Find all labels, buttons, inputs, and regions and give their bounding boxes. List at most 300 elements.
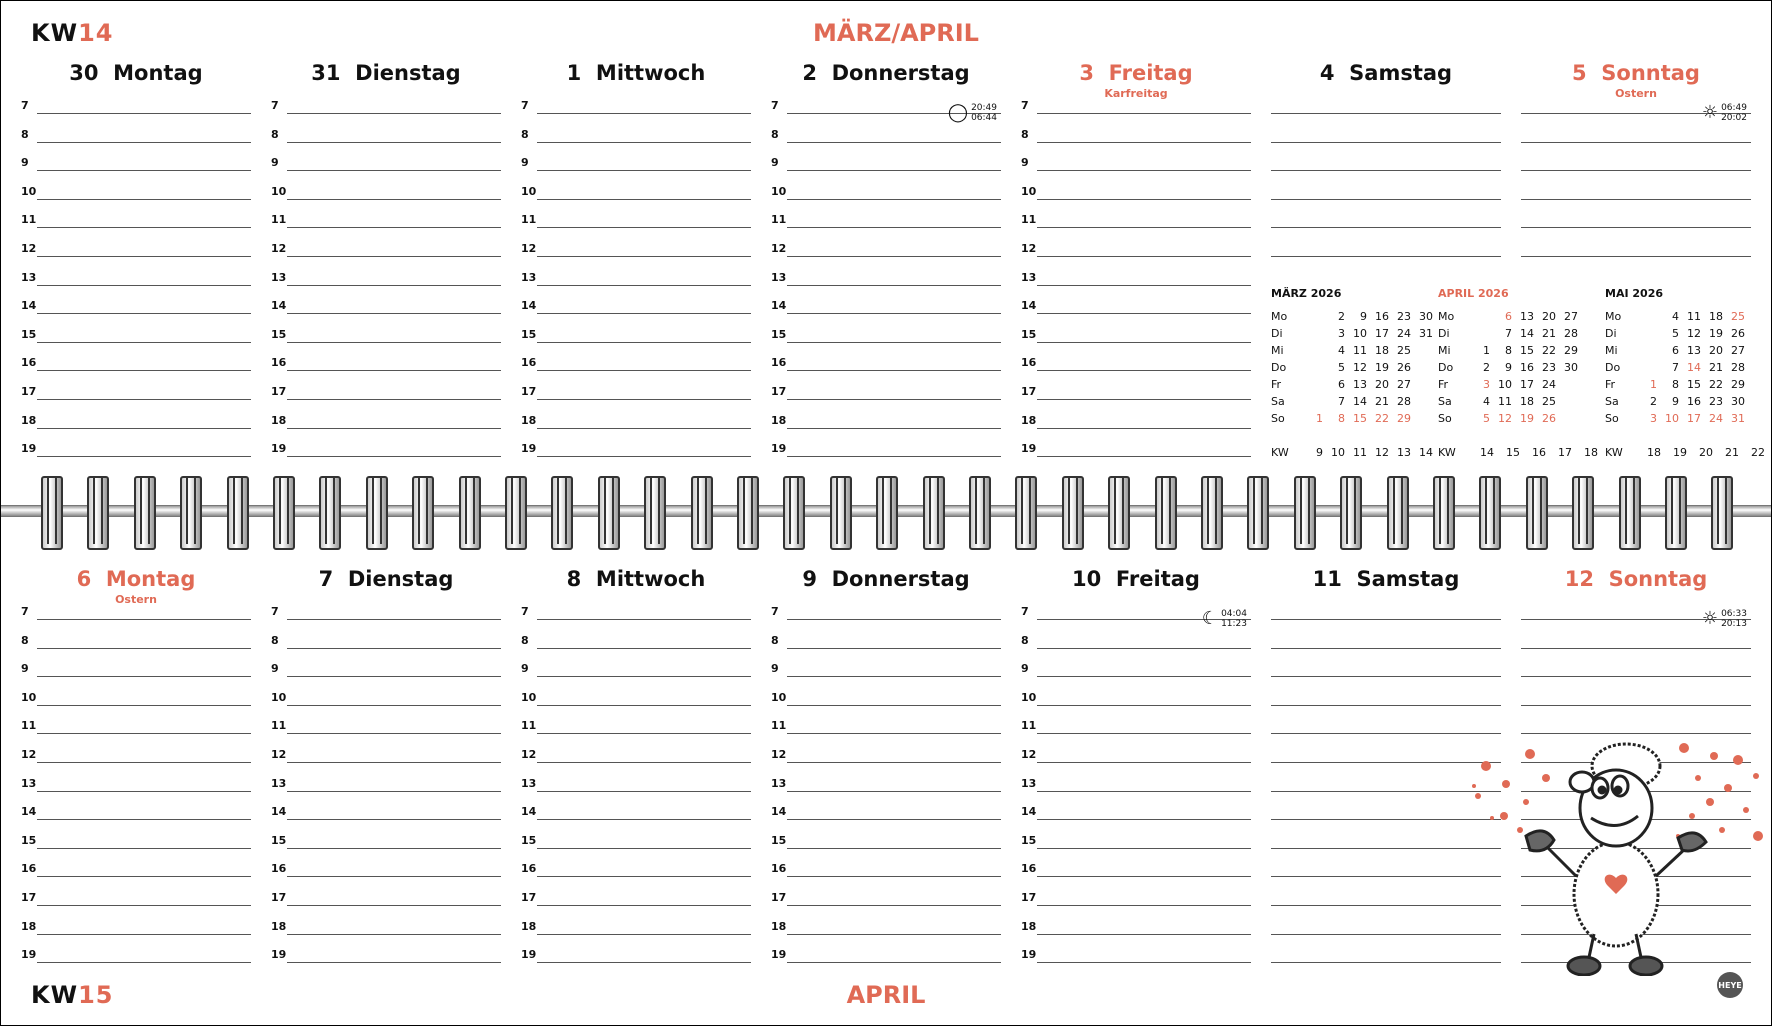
hour-line[interactable]: [1021, 883, 1251, 911]
hour-line[interactable]: [1271, 177, 1501, 205]
hour-line[interactable]: [521, 263, 751, 291]
hour-line[interactable]: [271, 797, 501, 825]
hour-label: 17: [271, 385, 287, 398]
hour-line[interactable]: [271, 769, 501, 797]
hour-label: 17: [771, 385, 787, 398]
hour-line[interactable]: [1521, 120, 1751, 148]
hour-line[interactable]: [521, 148, 751, 176]
binding-ring: [134, 476, 156, 550]
mini-calendar-day: [1301, 359, 1323, 376]
hour-line[interactable]: [771, 912, 1001, 940]
hour-line[interactable]: [21, 348, 251, 376]
writing-line: [287, 170, 501, 171]
sun-times: [1702, 103, 1747, 123]
writing-line: [37, 962, 251, 963]
hour-line[interactable]: [1021, 120, 1251, 148]
writing-line: [1271, 705, 1501, 706]
hour-line[interactable]: [21, 120, 251, 148]
hour-line[interactable]: [21, 883, 251, 911]
hour-label: 12: [771, 748, 787, 761]
hour-line[interactable]: [271, 377, 501, 405]
hour-label: 9: [1021, 156, 1029, 170]
writing-line: [287, 370, 501, 371]
hour-line[interactable]: [1021, 320, 1251, 348]
mini-calendar-day: 9: [1505, 361, 1512, 374]
hour-line[interactable]: [521, 177, 751, 205]
hour-label: 9: [21, 156, 29, 170]
binding-ring: [1247, 476, 1269, 550]
hour-line[interactable]: [1521, 205, 1751, 233]
hour-label: 7: [271, 605, 279, 618]
writing-line: [787, 313, 1001, 314]
hour-line[interactable]: [1021, 148, 1251, 176]
hour-line[interactable]: [1021, 683, 1251, 711]
hour-line[interactable]: [521, 434, 751, 462]
mini-calendar-day: 1: [1316, 412, 1323, 425]
hour-label: 13: [771, 270, 787, 284]
writing-line: [1271, 142, 1501, 143]
hour-label: 19: [521, 948, 537, 962]
hour-line[interactable]: [271, 263, 501, 291]
binding-ring: [180, 476, 202, 550]
hour-line[interactable]: [521, 626, 751, 654]
hour-line[interactable]: [1021, 940, 1251, 968]
hour-line[interactable]: [771, 434, 1001, 462]
hour-line[interactable]: [521, 597, 751, 625]
hour-line[interactable]: [771, 854, 1001, 882]
writing-line: [1037, 762, 1251, 763]
day-date: 4: [1319, 61, 1335, 85]
hour-label: 9: [771, 662, 779, 676]
writing-line: [787, 456, 1001, 457]
mini-calendar: [1605, 287, 1745, 427]
hour-line[interactable]: [21, 177, 251, 205]
hour-line[interactable]: [521, 883, 751, 911]
hour-line[interactable]: [1021, 912, 1251, 940]
kw-number: 10: [1331, 446, 1345, 459]
writing-line: [1521, 199, 1751, 200]
hour-line[interactable]: [1521, 148, 1751, 176]
weekday-label: So: [1271, 412, 1285, 425]
hour-line[interactable]: [521, 205, 751, 233]
hour-line[interactable]: [1521, 626, 1751, 654]
hour-line[interactable]: [1271, 91, 1501, 119]
sun-times: [1702, 609, 1747, 629]
hour-label: 9: [271, 156, 279, 170]
hour-line[interactable]: [271, 177, 501, 205]
hour-line[interactable]: [521, 912, 751, 940]
hour-line[interactable]: [271, 854, 501, 882]
day-name: Freitag: [1115, 567, 1200, 591]
hour-line[interactable]: [21, 263, 251, 291]
writing-line: [787, 619, 1001, 620]
writing-line: [1271, 227, 1501, 228]
hour-label: 18: [1021, 919, 1037, 933]
mini-calendar-title: MAI 2026: [1605, 287, 1663, 300]
kw-number: 12: [1375, 446, 1389, 459]
hour-label: 17: [1021, 891, 1037, 904]
hour-line[interactable]: [21, 406, 251, 434]
weekday-label: Mi: [1271, 344, 1284, 357]
hour-line[interactable]: [771, 177, 1001, 205]
hour-line[interactable]: [771, 797, 1001, 825]
hour-line[interactable]: [271, 406, 501, 434]
hour-line[interactable]: [21, 683, 251, 711]
hour-label: 9: [521, 662, 529, 676]
writing-line: [37, 905, 251, 906]
hour-line[interactable]: [771, 883, 1001, 911]
hour-line[interactable]: [21, 234, 251, 262]
writing-line: [537, 848, 751, 849]
writing-line: [287, 934, 501, 935]
hour-line[interactable]: [521, 348, 751, 376]
hour-label: 7: [21, 99, 29, 112]
writing-line: [287, 256, 501, 257]
hour-label: 8: [271, 127, 279, 141]
mini-calendar-day: [1556, 376, 1578, 393]
hour-line[interactable]: [21, 377, 251, 405]
hour-line[interactable]: [271, 148, 501, 176]
hour-line[interactable]: [771, 654, 1001, 682]
hour-line[interactable]: [21, 291, 251, 319]
hour-line[interactable]: [271, 320, 501, 348]
day-header: [271, 567, 501, 591]
writing-line: [37, 256, 251, 257]
hour-line[interactable]: [21, 654, 251, 682]
writing-line: [787, 905, 1001, 906]
binding-ring: [1387, 476, 1409, 550]
hour-line[interactable]: [271, 912, 501, 940]
hour-line[interactable]: [771, 234, 1001, 262]
writing-line: [787, 256, 1001, 257]
mini-calendar-day: 23: [1542, 361, 1556, 374]
hour-line[interactable]: [21, 91, 251, 119]
kw-number: 9: [1316, 446, 1323, 459]
mini-calendar-day: 18: [1375, 344, 1389, 357]
mini-calendar-day: 16: [1687, 395, 1701, 408]
writing-line: [37, 619, 251, 620]
mini-calendar-day: 22: [1375, 412, 1389, 425]
hour-line[interactable]: [271, 683, 501, 711]
hour-line[interactable]: [21, 205, 251, 233]
mini-calendar-day: 20: [1542, 310, 1556, 323]
hour-line[interactable]: [1271, 120, 1501, 148]
writing-line: [37, 313, 251, 314]
mini-calendar-day: [1301, 308, 1323, 325]
top-week-number: [31, 19, 113, 47]
hour-line[interactable]: [1521, 654, 1751, 682]
writing-line: [1271, 619, 1501, 620]
hour-line[interactable]: [21, 940, 251, 968]
bottom-month-title: APRIL: [846, 981, 926, 1009]
writing-line: [287, 676, 501, 677]
rise-time: 06:33: [1721, 609, 1747, 619]
hour-line[interactable]: [1271, 597, 1501, 625]
hour-line[interactable]: [271, 234, 501, 262]
hour-line[interactable]: [21, 740, 251, 768]
hour-line[interactable]: [771, 940, 1001, 968]
hour-line[interactable]: [521, 91, 751, 119]
day-name: Sonntag: [1608, 567, 1708, 591]
hour-label: 11: [21, 719, 37, 733]
hour-line[interactable]: [1271, 654, 1501, 682]
hour-line[interactable]: [521, 120, 751, 148]
writing-line: [287, 648, 501, 649]
mini-calendar-day: 7: [1338, 395, 1345, 408]
day-header: [521, 61, 751, 85]
hour-line[interactable]: [1021, 91, 1251, 119]
day-name: Samstag: [1356, 567, 1460, 591]
hour-line[interactable]: [271, 434, 501, 462]
mini-calendar-day: 11: [1353, 344, 1367, 357]
writing-line: [37, 227, 251, 228]
hour-line[interactable]: [271, 626, 501, 654]
hour-line[interactable]: [521, 406, 751, 434]
hour-line[interactable]: [771, 711, 1001, 739]
hour-label: 12: [521, 748, 537, 761]
hour-line[interactable]: [1021, 740, 1251, 768]
hour-line[interactable]: [271, 826, 501, 854]
hour-line[interactable]: [521, 291, 751, 319]
hour-line[interactable]: [1021, 626, 1251, 654]
writing-line: [37, 705, 251, 706]
hour-line[interactable]: [521, 740, 751, 768]
writing-line: [537, 962, 751, 963]
hour-label: 14: [771, 805, 787, 819]
writing-line: [287, 227, 501, 228]
hour-label: 18: [21, 919, 37, 933]
hour-line[interactable]: [21, 597, 251, 625]
writing-line: [1271, 676, 1501, 677]
hour-line[interactable]: [1021, 769, 1251, 797]
hour-line[interactable]: [521, 769, 751, 797]
writing-line: [287, 962, 501, 963]
writing-line: [787, 819, 1001, 820]
hour-line[interactable]: [771, 377, 1001, 405]
binding-ring: [598, 476, 620, 550]
hour-line[interactable]: [771, 769, 1001, 797]
hour-label: 18: [771, 919, 787, 933]
hour-line[interactable]: [21, 797, 251, 825]
binding-ring: [644, 476, 666, 550]
hour-line[interactable]: [521, 654, 751, 682]
mini-calendar-day: 11: [1498, 395, 1512, 408]
hour-line[interactable]: [1021, 177, 1251, 205]
hour-line[interactable]: [771, 740, 1001, 768]
set-time: 20:13: [1721, 619, 1747, 629]
mini-calendar-day: [1301, 342, 1323, 359]
hour-line[interactable]: [771, 205, 1001, 233]
writing-line: [37, 342, 251, 343]
kw-label: KW: [1438, 446, 1456, 459]
hour-line[interactable]: [771, 291, 1001, 319]
hour-line[interactable]: [1021, 263, 1251, 291]
hour-label: 12: [271, 242, 287, 255]
hour-line[interactable]: [521, 234, 751, 262]
writing-line: [787, 170, 1001, 171]
mini-calendar-day: 27: [1731, 344, 1745, 357]
hour-line[interactable]: [1521, 177, 1751, 205]
hour-line[interactable]: [21, 912, 251, 940]
hour-line[interactable]: [1021, 205, 1251, 233]
hour-line[interactable]: [21, 826, 251, 854]
hour-label: 19: [1021, 442, 1037, 456]
hour-line[interactable]: [771, 626, 1001, 654]
hour-line[interactable]: [521, 797, 751, 825]
mini-calendar-day: 13: [1353, 378, 1367, 391]
hour-line[interactable]: [271, 205, 501, 233]
hour-line[interactable]: [521, 683, 751, 711]
hour-line[interactable]: [271, 348, 501, 376]
day-date: 11: [1312, 567, 1342, 591]
hour-line[interactable]: [771, 148, 1001, 176]
writing-line: [1521, 705, 1751, 706]
hour-line[interactable]: [771, 683, 1001, 711]
hour-line[interactable]: [21, 434, 251, 462]
day-date: 31: [311, 61, 341, 85]
hour-line[interactable]: [271, 91, 501, 119]
mini-calendar-day: [1301, 393, 1323, 410]
day-name: Dienstag: [355, 61, 461, 85]
hour-line[interactable]: [521, 377, 751, 405]
hour-line[interactable]: [771, 348, 1001, 376]
hour-label: 10: [1021, 184, 1037, 198]
hour-line[interactable]: [1021, 711, 1251, 739]
mini-calendar-day: 28: [1397, 395, 1411, 408]
hour-line[interactable]: [521, 711, 751, 739]
hour-line[interactable]: [21, 148, 251, 176]
writing-line: [37, 285, 251, 286]
mini-calendar-day: 30: [1564, 361, 1578, 374]
kw-number: 14: [1419, 446, 1433, 459]
mini-calendar-day: 31: [1731, 412, 1745, 425]
hour-label: 17: [271, 891, 287, 904]
writing-line: [787, 227, 1001, 228]
binding-ring: [505, 476, 527, 550]
mini-calendar-day: 18: [1709, 310, 1723, 323]
hour-line[interactable]: [21, 320, 251, 348]
hour-label: 10: [1021, 690, 1037, 704]
hour-line[interactable]: [1521, 234, 1751, 262]
mini-calendar-day: 4: [1483, 395, 1490, 408]
hour-line[interactable]: [271, 120, 501, 148]
hour-label: 7: [771, 605, 779, 618]
writing-line: [287, 428, 501, 429]
writing-line: [37, 142, 251, 143]
writing-line: [1037, 342, 1251, 343]
hour-line[interactable]: [271, 883, 501, 911]
hour-line[interactable]: [771, 826, 1001, 854]
hour-line[interactable]: [21, 711, 251, 739]
hour-line[interactable]: [271, 597, 501, 625]
hour-line[interactable]: [1021, 291, 1251, 319]
sun-icon: ☼: [1701, 608, 1719, 629]
hour-line[interactable]: [1021, 434, 1251, 462]
hour-line[interactable]: [1271, 205, 1501, 233]
hour-line[interactable]: [271, 740, 501, 768]
hour-line[interactable]: [1271, 148, 1501, 176]
mini-calendar-day: 10: [1665, 412, 1679, 425]
hour-line[interactable]: [771, 406, 1001, 434]
day-date: 1: [566, 61, 582, 85]
writing-line: [37, 648, 251, 649]
weekday-label: Mo: [1605, 310, 1622, 323]
hour-line[interactable]: [521, 940, 751, 968]
hour-line[interactable]: [771, 597, 1001, 625]
mini-calendar-day: 24: [1709, 412, 1723, 425]
hour-line[interactable]: [271, 940, 501, 968]
hour-line[interactable]: [1521, 683, 1751, 711]
hour-line[interactable]: [1021, 377, 1251, 405]
hour-line[interactable]: [271, 711, 501, 739]
hour-line[interactable]: [1271, 234, 1501, 262]
writing-line: [537, 934, 751, 935]
hour-label: 9: [271, 662, 279, 676]
holiday-label: Ostern: [1615, 87, 1657, 100]
top-kw-label: KW: [31, 19, 79, 47]
hour-label: 12: [771, 242, 787, 255]
hour-line[interactable]: [21, 854, 251, 882]
hour-line[interactable]: [1021, 654, 1251, 682]
hour-line[interactable]: [521, 854, 751, 882]
kw-number: 11: [1353, 446, 1367, 459]
kw-number: 18: [1647, 446, 1661, 459]
day-date: 7: [318, 567, 334, 591]
set-time: 06:44: [971, 113, 997, 123]
binding-ring: [551, 476, 573, 550]
hour-line[interactable]: [1021, 234, 1251, 262]
hour-line[interactable]: [21, 626, 251, 654]
hour-line[interactable]: [521, 320, 751, 348]
hour-line[interactable]: [271, 654, 501, 682]
hour-line[interactable]: [1021, 348, 1251, 376]
binding-ring: [319, 476, 341, 550]
mini-calendar-day: [1468, 325, 1490, 342]
hour-line[interactable]: [1021, 826, 1251, 854]
mini-calendar-day: 26: [1731, 327, 1745, 340]
bottom-week-number: [31, 981, 113, 1009]
hour-line[interactable]: [271, 291, 501, 319]
hour-line[interactable]: [521, 826, 751, 854]
mini-calendar-day: [1411, 410, 1433, 427]
hour-label: 10: [271, 184, 287, 198]
hour-line[interactable]: [771, 320, 1001, 348]
mini-calendar-day: 25: [1731, 310, 1745, 323]
hour-label: 15: [21, 833, 37, 847]
writing-line: [287, 313, 501, 314]
writing-line: [1037, 199, 1251, 200]
mini-calendar-day: 8: [1505, 344, 1512, 357]
hour-line[interactable]: [771, 263, 1001, 291]
mini-calendar-day: 23: [1709, 395, 1723, 408]
hour-line[interactable]: [1271, 683, 1501, 711]
hour-line[interactable]: [1021, 406, 1251, 434]
hour-line[interactable]: [1021, 854, 1251, 882]
mini-calendar-day: [1301, 376, 1323, 393]
hour-label: 11: [521, 213, 537, 227]
hour-label: 8: [771, 633, 779, 647]
hour-line[interactable]: [21, 769, 251, 797]
hour-line[interactable]: [1021, 797, 1251, 825]
mini-calendar: [1438, 287, 1578, 427]
hour-label: 14: [521, 299, 537, 313]
hour-label: 8: [1021, 633, 1029, 647]
hour-line[interactable]: [771, 120, 1001, 148]
writing-line: [1037, 733, 1251, 734]
day-date: 5: [1572, 61, 1587, 85]
writing-line: [537, 399, 751, 400]
hour-line[interactable]: [1271, 626, 1501, 654]
